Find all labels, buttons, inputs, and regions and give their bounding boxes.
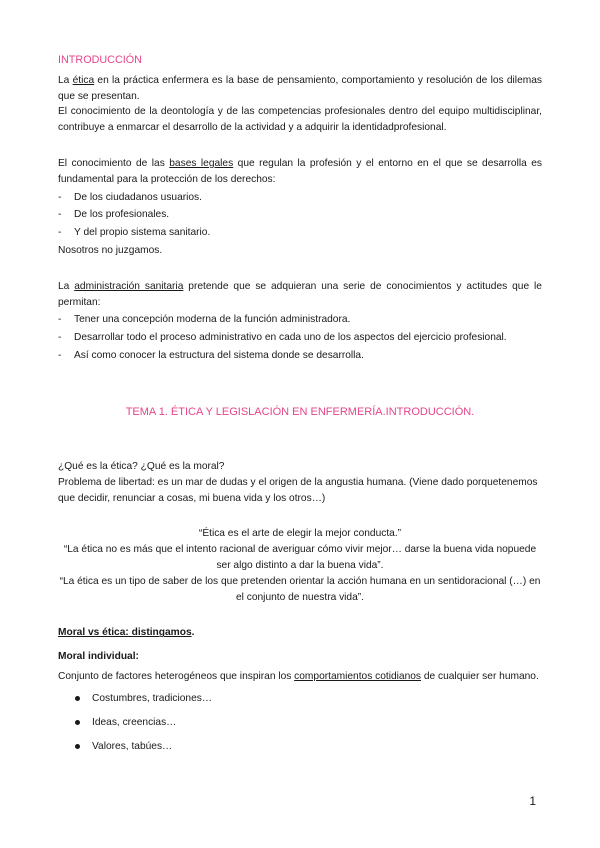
question-line: ¿Qué es la ética? ¿Qué es la moral? — [58, 460, 225, 472]
intro-paragraph-1: La ética en la práctica enfermera es la base de pensamiento, comportamiento y resolución de los dilemas que se presentan. — [58, 74, 542, 102]
problem-paragraph: Problema de libertad: es un mar de dudas y el origen de la angustia humana. (Viene dado porquetenemos que decidir, renunciar a cosas, mi buena vida y los otros…) — [58, 476, 538, 504]
tema1-heading: TEMA 1. ÉTICA Y LEGISLACIÓN EN ENFERMERÍA.INTRODUCCIÓN. — [125, 405, 475, 418]
quote-3: “La ética es un tipo de saber de los que pretenden orientar la acción humana en un sentidoracional (…) en el conjunto de nuestra vida”. — [59, 575, 541, 603]
page-number: 1 — [529, 794, 536, 808]
list-item: Ideas, creencias… — [58, 715, 542, 731]
factors-list — [58, 691, 542, 754]
intro-paragraph-3: El conocimiento de las bases legales que regulan la profesión y el entorno en el que se desarrolla es fundamental para la protección de los derechos: — [58, 157, 543, 185]
list-item: - Tener una concepción moderna de la función administradora. — [58, 312, 542, 328]
quote-1: “Ética es el arte de elegir la mejor conducta.” — [198, 528, 402, 540]
list-item: - De los profesionales. — [58, 207, 542, 223]
list-item: - Desarrollar todo el proceso administrativo en cada uno de los aspectos del ejercicio profesional. — [58, 330, 542, 346]
list-item: - Y del propio sistema sanitario. — [58, 225, 542, 241]
underlined-term-administracion: administración sanitaria — [74, 280, 184, 292]
underlined-term-comportamientos: comportamientos cotidianos — [294, 671, 422, 683]
list-item: Costumbres, tradiciones… — [58, 691, 542, 707]
list-item: Valores, tabúes… — [58, 739, 542, 755]
intro-paragraph-4: La administración sanitaria pretende que se adquieran una serie de conocimientos y actitudes que le permitan: — [58, 280, 542, 308]
admin-list — [58, 312, 542, 363]
document-page — [58, 52, 542, 762]
conjunto-paragraph: Conjunto de factores heterogéneos que inspiran los comportamientos cotidianos de cualquier ser humano. — [58, 671, 539, 683]
moral-vs-etica-heading: Moral vs ética: distingamos. — [58, 627, 195, 639]
no-judge-line: Nosotros no juzgamos. — [58, 245, 163, 257]
rights-list — [58, 190, 542, 241]
intro-paragraph-2: El conocimiento de la deontología y de las competencias profesionales dentro del equipo multidisciplinar, contribuye a enmarcar el desarrollo de la actividad y a adquirir la identidadprofesional. — [58, 106, 542, 134]
underlined-term-etica: ética — [72, 74, 95, 86]
intro-heading: INTRODUCCIÓN — [58, 54, 142, 66]
moral-individual-heading: Moral individual: — [58, 651, 139, 663]
underlined-term-bases-legales: bases legales — [169, 157, 234, 169]
quote-2: “La ética no es más que el intento racional de averiguar cómo vivir mejor… darse la buena vida nopuede ser algo distinto a dar la buena vida”. — [63, 544, 537, 572]
list-item: - Así como conocer la estructura del sistema donde se desarrolla. — [58, 348, 542, 364]
list-item: - De los ciudadanos usuarios. — [58, 190, 542, 206]
